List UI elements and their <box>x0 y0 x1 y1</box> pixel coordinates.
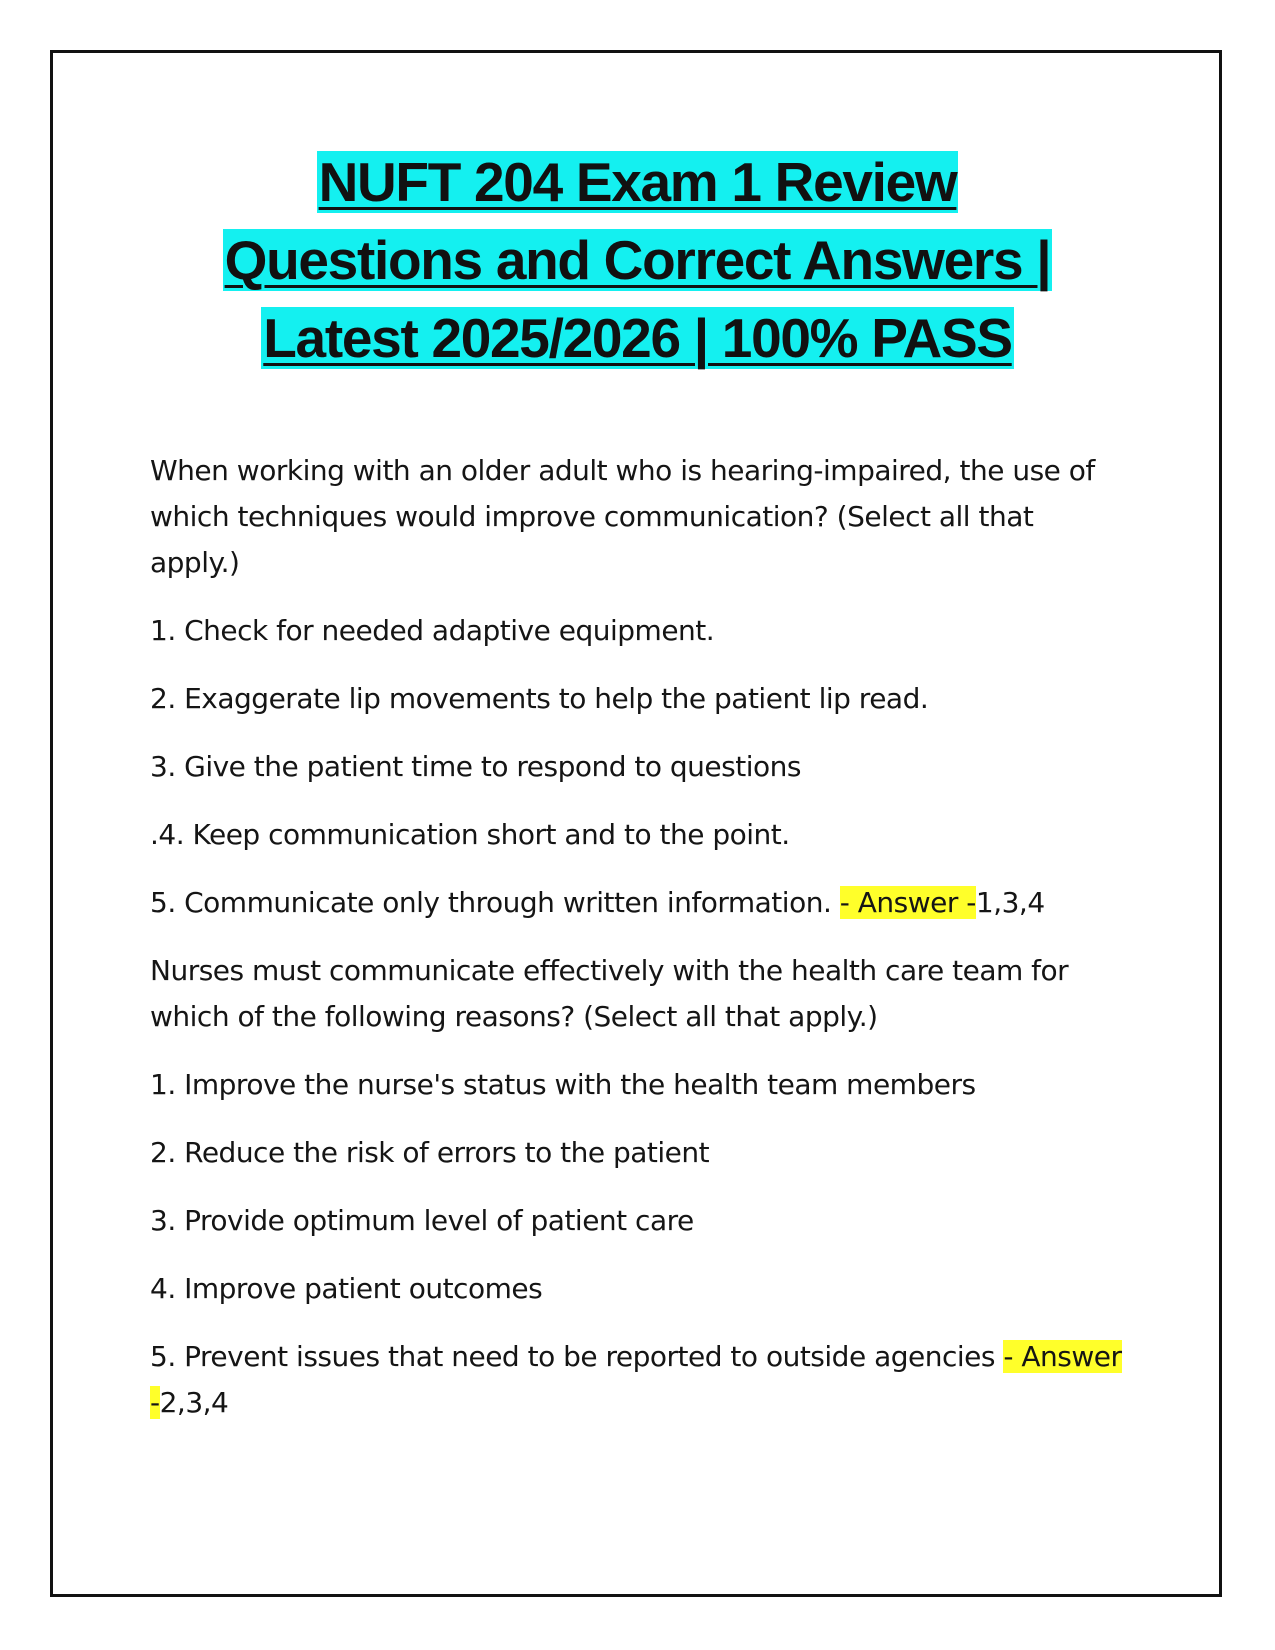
title-line-2 <box>110 228 1165 292</box>
question-2-answer-value: 2,3,4 <box>159 1386 229 1419</box>
title-line-2-text: Questions and Correct Answers | <box>224 229 1051 291</box>
document-body <box>150 448 1130 1448</box>
question-1-option-4: .4. Keep communication short and to the point. <box>150 818 790 851</box>
question-2-option-5: 5. Prevent issues that need to be reported to outside agencies <box>150 1340 1004 1373</box>
question-1-option-5: 5. Communicate only through written information. <box>150 886 840 919</box>
question-2-option-3: 3. Provide optimum level of patient care <box>150 1204 694 1237</box>
title-line-1-text: NUFT 204 Exam 1 Review <box>318 151 957 213</box>
question-2-option-4: 4. Improve patient outcomes <box>150 1272 543 1305</box>
question-2-answer-label: - Answer - <box>150 1340 1122 1419</box>
title-line-3-text: Latest 2025/2026 | 100% PASS <box>263 307 1012 369</box>
title-line-3 <box>110 306 1165 370</box>
question-1-answer-label: - Answer - <box>839 886 976 919</box>
question-1-answer-value: 1,3,4 <box>975 886 1045 919</box>
question-1-option-1: 1. Check for needed adaptive equipment. <box>150 614 715 647</box>
question-2-stem: Nurses must communicate effectively with the health care team for which of the following reasons? (Select all that apply.) <box>150 954 1069 1033</box>
question-1-stem: When working with an older adult who is hearing-impaired, the use of which techniques would improve communication? (Select all that apply.) <box>150 454 1095 579</box>
question-2-option-1: 1. Improve the nurse's status with the health team members <box>150 1068 976 1101</box>
question-2-option-5-with-answer <box>150 1334 1130 1426</box>
title-line-1 <box>110 150 1165 214</box>
document-title <box>110 150 1165 384</box>
question-1-option-5-with-answer <box>150 880 1130 926</box>
question-1-option-2: 2. Exaggerate lip movements to help the patient lip read. <box>150 682 929 715</box>
question-1-option-3: 3. Give the patient time to respond to questions <box>150 750 801 783</box>
question-2-option-2: 2. Reduce the risk of errors to the patient <box>150 1136 710 1169</box>
